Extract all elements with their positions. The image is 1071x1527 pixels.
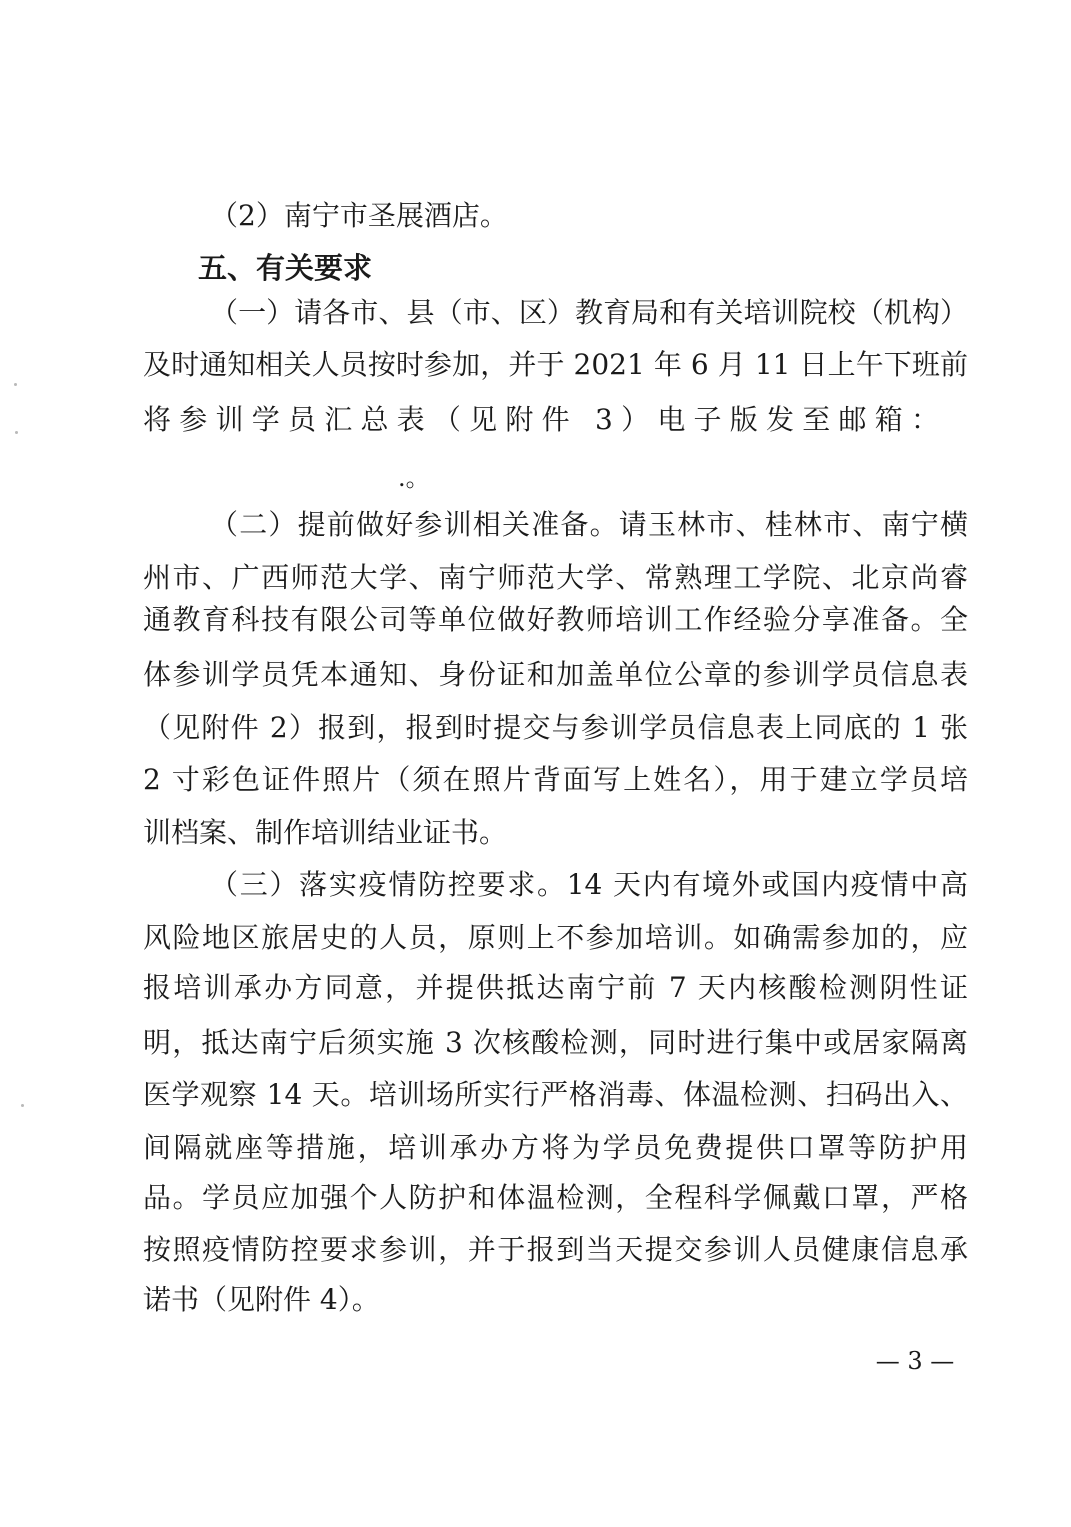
para3-line4 bbox=[0, 1023, 1071, 1063]
para2-line3 bbox=[0, 600, 1071, 640]
para1-line1 bbox=[0, 293, 1071, 333]
para1-line4 bbox=[0, 458, 1071, 498]
para3-line3-text: 报培训承办方同意，并提供抵达南宁前 7 天内核酸检测阴性证 bbox=[143, 971, 968, 1004]
para2-line5-text: （见附件 2）报到，报到时提交与参训学员信息表上同底的 1 张 bbox=[143, 711, 968, 744]
para3-line6-text: 间隔就座等措施，培训承办方将为学员免费提供口罩等防护用 bbox=[143, 1131, 968, 1164]
para3-line9-text: 诺书（见附件 4）。 bbox=[143, 1283, 380, 1316]
para1-line3-text: 将参训学员汇总表（见附件 3）电子版发至邮箱： bbox=[143, 403, 943, 436]
item-2-line bbox=[0, 196, 1071, 236]
para2-line1 bbox=[0, 505, 1071, 545]
para1-line2 bbox=[0, 345, 1071, 385]
para3-line7-text: 品。学员应加强个人防护和体温检测，全程科学佩戴口罩，严格 bbox=[143, 1181, 968, 1214]
para3-line8-text: 按照疫情防控要求参训，并于报到当天提交参训人员健康信息承 bbox=[143, 1233, 968, 1266]
para1-line2-text: 及时通知相关人员按时参加，并于 2021 年 6 月 11 日上午下班前 bbox=[143, 348, 968, 381]
para1-line1-text: （一）请各市、县（市、区）教育局和有关培训院校（机构） bbox=[210, 296, 968, 329]
para3-line8 bbox=[0, 1230, 1071, 1270]
para2-line3-text: 通教育科技有限公司等单位做好教师培训工作经验分享准备。全 bbox=[143, 603, 968, 636]
para3-line2-text: 风险地区旅居史的人员，原则上不参加培训。如确需参加的，应 bbox=[143, 921, 968, 954]
para2-line4-text: 体参训学员凭本通知、身份证和加盖单位公章的参训学员信息表 bbox=[143, 658, 968, 691]
para2-line7 bbox=[0, 813, 1071, 853]
para2-line7-text: 训档案、制作培训结业证书。 bbox=[143, 816, 508, 849]
para2-line2 bbox=[0, 558, 1071, 598]
scan-speck bbox=[15, 431, 18, 434]
para3-line6 bbox=[0, 1128, 1071, 1168]
para2-line5 bbox=[0, 708, 1071, 748]
para2-line1-text: （二）提前做好参训相关准备。请玉林市、桂林市、南宁横 bbox=[210, 508, 968, 541]
para3-line1-text: （三）落实疫情防控要求。14 天内有境外或国内疫情中高 bbox=[210, 868, 968, 901]
section-heading-line bbox=[0, 248, 1071, 288]
para3-line9 bbox=[0, 1280, 1071, 1320]
page-number: — 3 — bbox=[875, 1347, 955, 1375]
item-2-text: （2）南宁市圣展酒店。 bbox=[210, 199, 508, 232]
para3-line1 bbox=[0, 865, 1071, 905]
para2-line4 bbox=[0, 655, 1071, 695]
para3-line5 bbox=[0, 1075, 1071, 1115]
para3-line5-text: 医学观察 14 天。培训场所实行严格消毒、体温检测、扫码出入、 bbox=[143, 1078, 968, 1111]
para3-line4-text: 明，抵达南宁后须实施 3 次核酸检测，同时进行集中或居家隔离 bbox=[143, 1026, 968, 1059]
para3-line7 bbox=[0, 1178, 1071, 1218]
para2-line6 bbox=[0, 760, 1071, 800]
para2-line6-text: 2 寸彩色证件照片（须在照片背面写上姓名），用于建立学员培 bbox=[143, 763, 968, 796]
para3-line3 bbox=[0, 968, 1071, 1008]
para1-line4-text: .。 bbox=[398, 464, 430, 492]
para3-line2 bbox=[0, 918, 1071, 958]
para1-line3 bbox=[0, 400, 1071, 440]
scan-speck bbox=[21, 1104, 24, 1107]
section-five-heading: 五、有关要求 bbox=[198, 251, 373, 285]
scan-speck bbox=[14, 383, 17, 386]
para2-line2-text: 州市、广西师范大学、南宁师范大学、常熟理工学院、北京尚睿 bbox=[143, 561, 968, 594]
